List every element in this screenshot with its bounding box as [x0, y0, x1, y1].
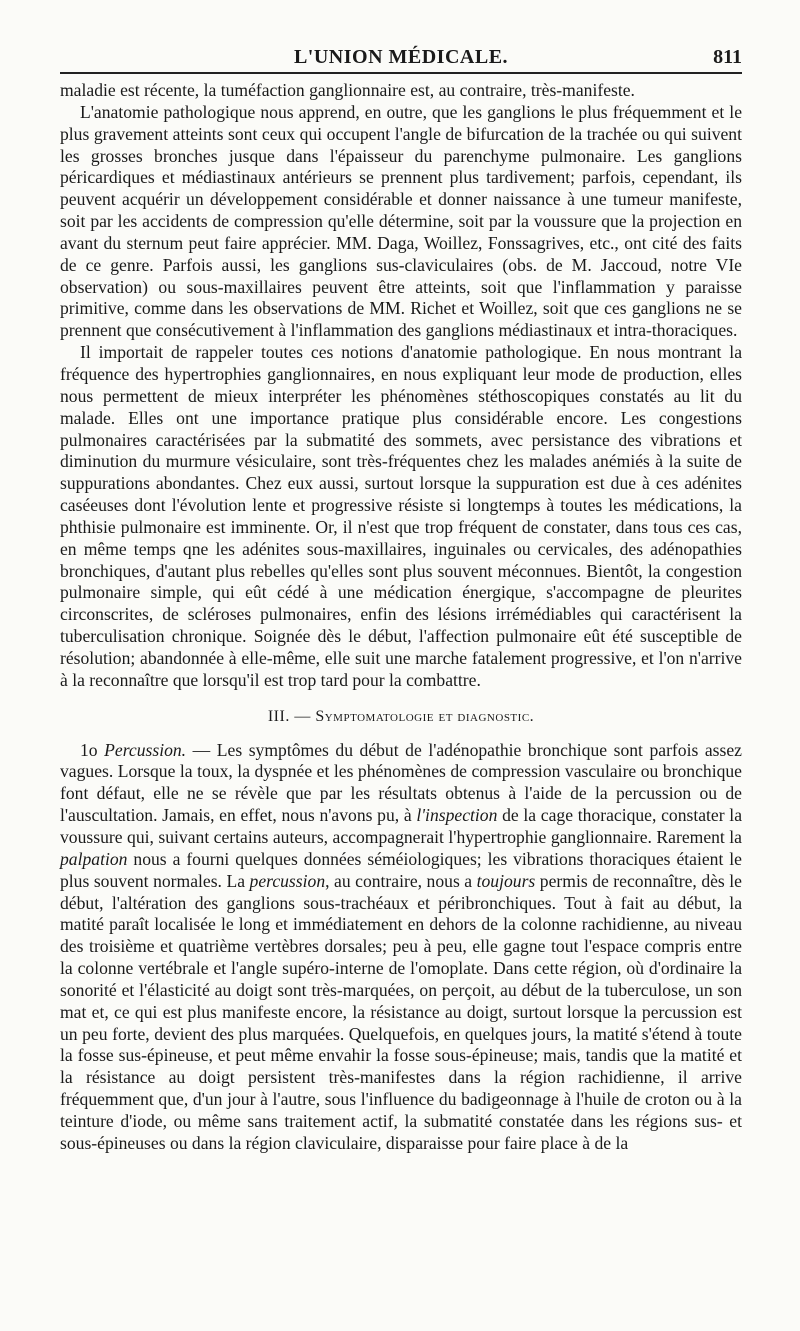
emphasis-palpation: palpation	[60, 848, 128, 869]
emphasis-percussion: percussion	[249, 870, 326, 891]
emphasis-toujours: toujours	[476, 870, 536, 891]
section-number: III. —	[267, 707, 311, 725]
section-title: Symptomatologie et diagnostic.	[315, 707, 535, 725]
subsection-label: Percussion.	[104, 739, 187, 760]
paragraph-clinical-importance: Il importait de rappeler toutes ces notions d'anatomie pathologique. En nous montrant la fréquence des hypertrophies ganglionnaires, en nous expliquant leur mode de production, elles nous permettent de mieux interpréter les phénomènes stéthoscopiques constatés au lit du malade. Elles ont une importance pratique plus considérable encore. Les congestions pulmonaires caractérisées par la submatité des sommets, avec persistance des vibrations et diminution du murmure vésiculaire, sont très-fréquentes chez les malades anémiés à la suite de suppurations abondantes. Chez eux aussi, surtout lorsque la suppuration est due à ces adénites caséeuses dont l'évolution lente et progressive résiste si longtemps à toutes les médications, la phthisie pulmonaire est imminente. Or, il n'est que trop fréquent de constater, dans tous ces cas, en même temps qne les adénites sous-maxillaires, inguinales ou cervicales, des adénopathies bronchiques, d'autant plus rebelles qu'elles sont plus souvent méconnues. Bientôt, la congestion pulmonaire simple, qui eût cédé à une médication énergique, s'accompagne de pleurites circonscrites, de scléroses pulmonaires, enfin des lésions irrémédiables qui caractérisent la tuberculisation chronique. Soignée dès le début, l'affection pulmonaire eût été susceptible de résolution; abandonnée à elle-même, elle suit une marche fatalement progressive, et l'on n'arrive à la reconnaître que lorsqu'il est trop tard pour la combattre.	[60, 342, 742, 690]
section-heading	[60, 706, 742, 728]
page-number: 811	[713, 46, 742, 68]
percussion-text-b: de la cage thoracique, constater la voussure qui, suivant certains auteurs, accompagnerait l'hypertrophie ganglionnaire. Rarement la	[60, 805, 743, 847]
emphasis-inspection: l'inspection	[416, 805, 498, 826]
page	[60, 40, 742, 1155]
paragraph-anatomy: L'anatomie pathologique nous apprend, en outre, que les ganglions le plus fréquemment et le plus gravement atteints sont ceux qui occupent l'angle de bifurcation de la trachée ou qui suivent les grosses bronches jusque dans l'épaisseur du parenchyme pulmonaire. Les ganglions péricardiques et médiastinaux antérieurs se prennent plus tardivement; parfois, cependant, ils peuvent acquérir un développement considérable et donner naissance à une tumeur manifeste, soit par les accidents de compression qu'elle détermine, soit par la voussure que la projection en avant du sternum peut faire apprécier. MM. Daga, Woillez, Fonssagrives, etc., ont cité des faits de ce genre. Parfois aussi, les ganglions sus-claviculaires (obs. de M. Jaccoud, notre VIe observation) ou sous-maxillaires peuvent être atteints, soit que l'inflammation y paraisse primitive, comme dans les observations de MM. Richet et Woillez, soit que ces ganglions ne se prennent que consécutivement à l'inflammation des ganglions médiastinaux et intra-thoraciques.	[60, 101, 742, 341]
percussion-text-d: , au contraire, nous a	[325, 870, 477, 891]
percussion-text-e: permis de reconnaître, dès le début, l'altération des ganglions sous-trachéaux et péribronchiques. Tout à fait au début, la matité paraît localisée le long et immédiatement en dehors de la colonne rachidienne, au niveau des troisième et quatrième vertèbres dorsales; peu à peu, elle gagne tout l'espace compris entre la colonne vertébrale et l'angle supéro-interne de l'omoplate. Dans cette région, où d'ordinaire la sonorité et l'élasticité au doigt sont très-marquées, on perçoit, au début de la tuberculose, un son mat et, ce qui est plus manifeste encore, la résistance au doigt, surtout lorsque la percussion est un peu forte, devient des plus marquées. Quelquefois, en quelques jours, la matité s'étend à toute la fosse sus-épineuse, et peut même envahir la fosse sous-épineuse; mais, tandis que la matité et la résistance au doigt persistent très-manifestes dans la région rachidienne, il arrive fréquemment que, d'un jour à l'autre, sous l'influence du badigeonnage à l'huile de croton ou à la teinture d'iode, ou même sans traitement actif, la submatité constatée dans les régions sus- et sous-épineuses ou dans la région claviculaire, disparaisse pour faire place à de la	[60, 870, 742, 1153]
running-header	[60, 40, 742, 74]
percussion-text-a: — Les symptômes du début de l'adénopathie bronchique sont parfois assez vagues. Lorsque la toux, la dyspnée et les phénomènes de compression vasculaire ou bronchique font défaut, elle ne se révèle que par les résultats obtenus à l'aide de la percussion ou de l'auscultation. Jamais, en effet, nous n'avons pu, à	[60, 739, 742, 826]
percussion-text-c: nous a fourni quelques données séméiologiques; les vibrations thoraciques étaient le plus souvent normales. La	[60, 848, 742, 891]
paragraph-percussion	[60, 740, 742, 1155]
paragraph-continuation: maladie est récente, la tuméfaction ganglionnaire est, au contraire, très-manifeste.	[60, 80, 635, 100]
journal-title: L'UNION MÉDICALE.	[293, 46, 509, 68]
subsection-number: 1o	[80, 739, 98, 760]
